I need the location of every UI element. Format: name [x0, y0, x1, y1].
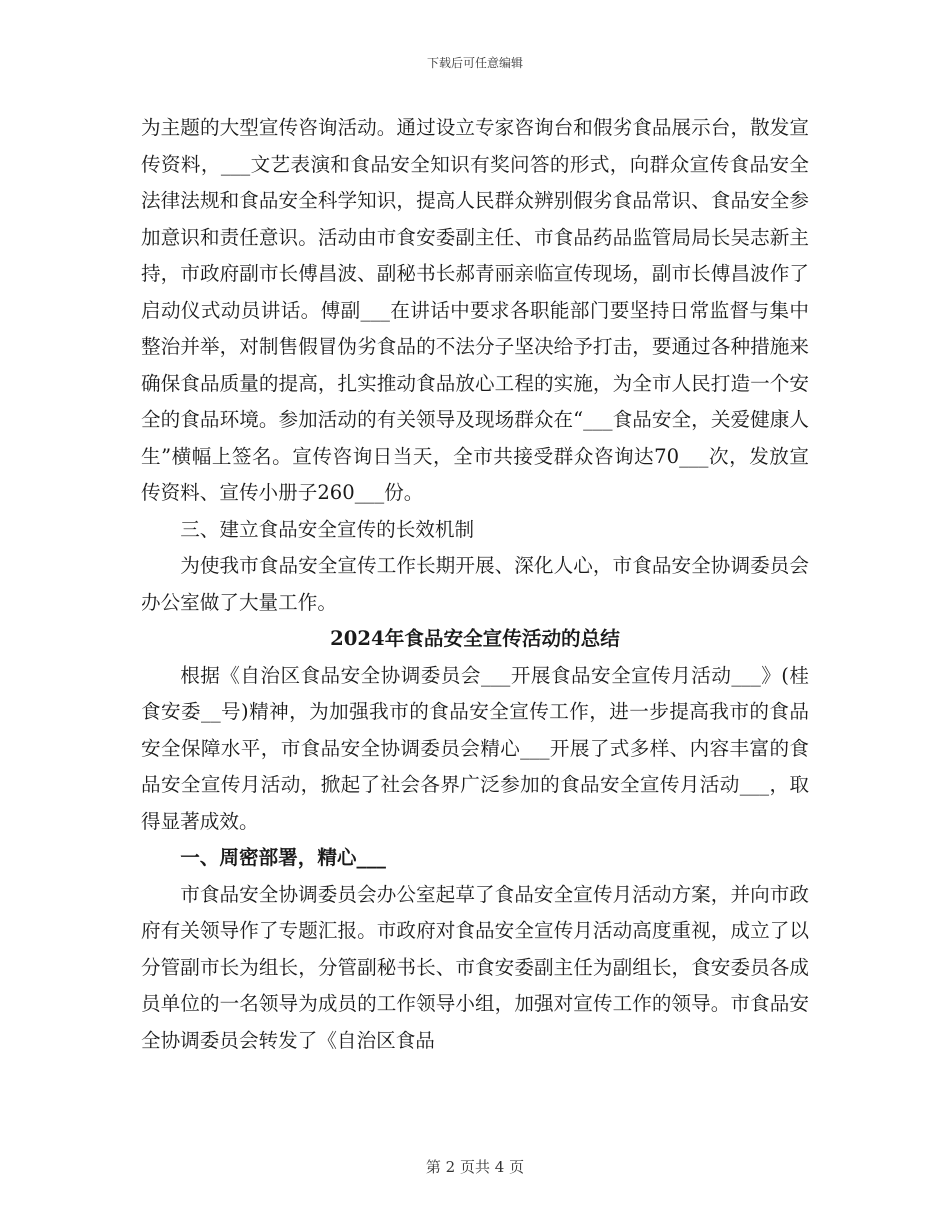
page-footer: 第 2 页共 4 页	[425, 1158, 525, 1176]
section-heading-three: 三、建立食品安全宣传的长效机制	[180, 517, 475, 541]
document-title: 2024年食品安全宣传活动的总结	[330, 627, 620, 650]
document-body	[141, 110, 809, 1059]
paragraph-intro: 根据《自治区食品安全协调委员会___开展食品安全宣传月活动___》(桂食安委__号)精神，为加强我市的食品安全宣传工作，进一步提高我市的食品安全保障水平，市食品安全协调委员会精心___开展了式多样、内容丰富的食品安全宣传月活动，掀起了社会各界广泛参加的食品安全宣传月活动___，取得显著成效。	[141, 663, 809, 833]
section-heading-one: 一、周密部署，精心___	[180, 846, 386, 869]
paragraph-activity: 为主题的大型宣传咨询活动。通过设立专家咨询台和假劣食品展示台，散发宣传资料，___文艺表演和食品安全知识有奖问答的形式，向群众宣传食品安全法律法规和食品安全科学知识，提高人民群众辨别假劣食品常识、食品安全参加意识和责任意识。活动由市食安委副主任、市食品药品监管局局长吴志新主持，市政府副市长傅昌波、副秘书长郝青丽亲临宣传现场，副市长傅昌波作了启动仪式动员讲话。傅副___在讲话中要求各职能部门要坚持日常监督与集中整治并举，对制售假冒伪劣食品的不法分子坚决给予打击，要通过各种措施来确保食品质量的提高，扎实推动食品放心工程的实施，为全市人民打造一个安全的食品环境。参加活动的有关领导及现场群众在“___食品安全，关爱健康人生”横幅上签名。宣传咨询日当天，全市共接受群众咨询达70___次，发放宣传资料、宣传小册子260___份。	[141, 116, 809, 504]
paragraph-deployment: 市食品安全协调委员会办公室起草了食品安全宣传月活动方案，并向市政府有关领导作了专题汇报。市政府对食品安全宣传月活动高度重视，成立了以分管副市长为组长，分管副秘书长、市食安委副主任为副组长，食安委员各成员单位的一名领导为成员的工作领导小组，加强对宣传工作的领导。市食品安全协调委员会转发了《自治区食品	[141, 882, 809, 1052]
paragraph-mechanism: 为使我市食品安全宣传工作长期开展、深化人心，市食品安全协调委员会办公室做了大量工作。	[141, 554, 809, 614]
page-header: 下载后可任意编辑	[426, 56, 523, 70]
